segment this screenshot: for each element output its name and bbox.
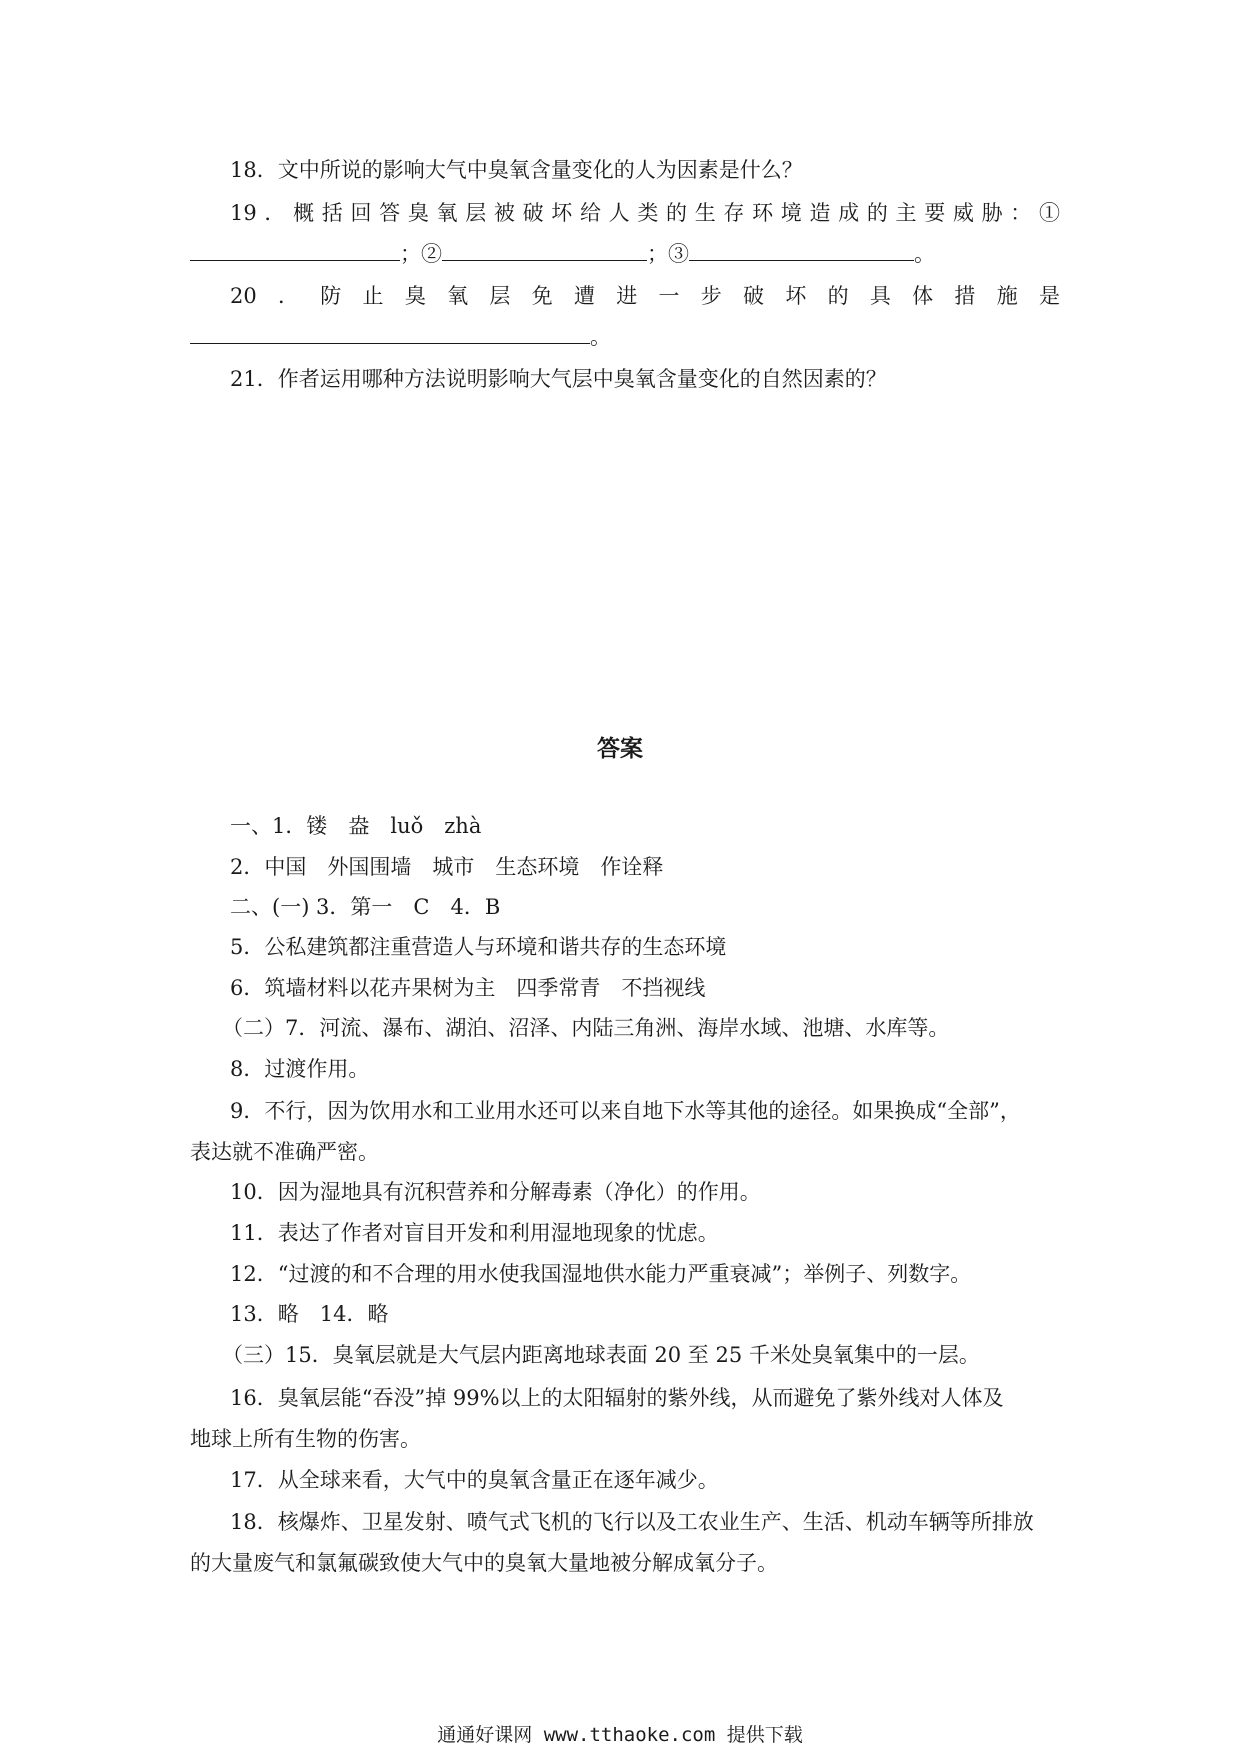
page-footer: 通通好课网 www.tthaoke.com 提供下载 [437,1724,803,1746]
blank-separator-2: ；② [400,242,442,266]
answer-line: （二）7．河流、瀑布、湖泊、沼泽、内陆三角洲、海岸水域、池塘、水库等。 [222,1016,950,1040]
answer-line: 5．公私建筑都注重营造人与环境和谐共存的生态环境 [230,935,727,959]
answer-line: （三）15．臭氧层就是大气层内距离地球表面 20 至 25 千米处臭氧集中的一层。 [222,1343,980,1367]
answer-line: 表达就不准确严密。 [190,1140,379,1164]
answer-line: 13．略 14．略 [230,1302,389,1326]
blank-end: 。 [590,325,611,349]
blank-separator-3: ；③ [647,242,689,266]
question-19-text: 19．概括回答臭氧层被破坏给人类的生存环境造成的主要威胁：① [230,201,1060,225]
answer-line: 二、(一) 3．第一 C 4．B [230,895,501,919]
answer-line: 的大量废气和氯氟碳致使大气中的臭氧大量地被分解成氧分子。 [190,1551,778,1575]
answer-line: 2．中国 外国围墙 城市 生态环境 作诠释 [230,855,664,879]
answer-title: 答案 [597,736,643,762]
question-20: 20．防止臭氧层免遭进一步破坏的具体措施是 [230,284,1060,308]
answer-line: 18．核爆炸、卫星发射、喷气式飞机的飞行以及工农业生产、生活、机动车辆等所排放 [230,1510,1034,1534]
question-21: 21．作者运用哪种方法说明影响大气层中臭氧含量变化的自然因素的？ [230,367,887,391]
answer-line: 12．“过渡的和不合理的用水使我国湿地供水能力严重衰减”；举例子、列数字。 [230,1262,972,1286]
question-20-blank-row [190,323,611,351]
answer-blank-3[interactable] [689,240,914,261]
answer-line: 一、1．镂 盎 luǒ zhà [230,814,482,838]
answer-blank-4[interactable] [190,323,590,344]
answer-line: 9．不行，因为饮用水和工业用水还可以来自地下水等其他的途径。如果换成“全部”， [230,1099,1021,1123]
question-19-blanks [190,240,935,268]
answer-line: 6．筑墙材料以花卉果树为主 四季常青 不挡视线 [230,976,706,1000]
answer-line: 16．臭氧层能“吞没”掉 99%以上的太阳辐射的紫外线，从而避免了紫外线对人体及 [230,1386,1004,1410]
answer-blank-1[interactable] [190,240,400,261]
blank-end: 。 [914,242,935,266]
answer-line: 17．从全球来看，大气中的臭氧含量正在逐年减少。 [230,1468,719,1492]
answer-line: 地球上所有生物的伤害。 [190,1427,421,1451]
answer-line: 11．表达了作者对盲目开发和利用湿地现象的忧虑。 [230,1221,719,1245]
question-18: 18．文中所说的影响大气中臭氧含量变化的人为因素是什么？ [230,158,803,182]
answer-blank-2[interactable] [442,240,647,261]
question-19 [230,199,1060,227]
answer-line: 8．过渡作用。 [230,1057,370,1081]
answer-line: 10．因为湿地具有沉积营养和分解毒素（净化）的作用。 [230,1180,761,1204]
